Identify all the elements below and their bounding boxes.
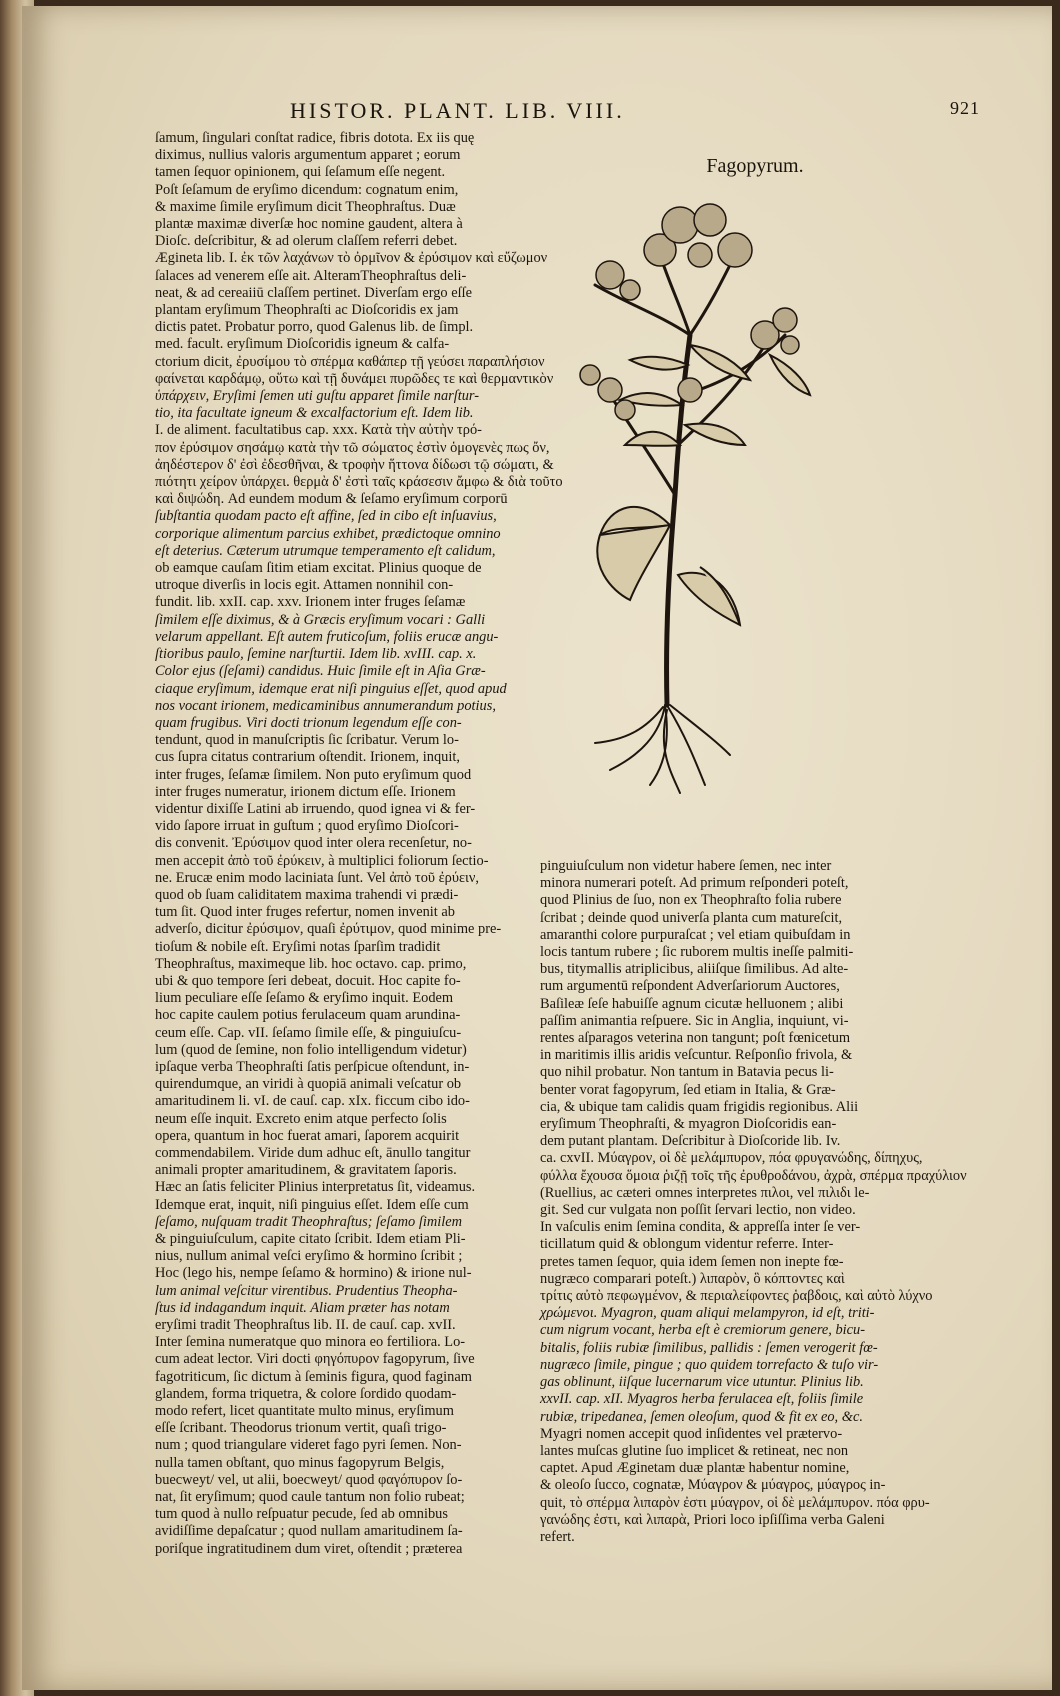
text-line: lium peculiare eſſe ſeſamo & eryſimo inquit. Eodem [155, 990, 454, 1007]
text-line: minora numerari poteſt. Ad primum reſponderi poteſt, [540, 875, 849, 892]
text-line: rentes aſparagos veterina non tangunt; poſt fœnicetum [540, 1030, 851, 1047]
text-line: & oleoſo ſucco, cognatæ, Μύαγρον & μύαγρος, μύαγρος in- [540, 1477, 886, 1494]
text-line: pretes tamen ſequor, quia idem ſemen non inepte fœ- [540, 1253, 844, 1270]
text-line: diximus, nullius valoris argumentum apparet ; eorum [155, 147, 461, 164]
text-line: lantes muſcas glutine ſuo implicet & retineat, nec non [540, 1442, 849, 1459]
text-line: Hæc an ſatis feliciter Plinius interpretatus ſit, videamus. [155, 1179, 476, 1196]
figure-caption: Fagopyrum. [706, 155, 804, 177]
text-line: bus, titymallis atriplicibus, aliiſque ſimilibus. Ad alte- [540, 961, 849, 978]
text-line: hoc capite caulem potius ferulaceum quam arundina- [155, 1007, 461, 1024]
text-line: tio, ita facultate igneum & excalfactorium eſt. Idem lib. [155, 405, 474, 422]
text-line: quirendumque, an viridi à quopiā animali veſcatur ob [155, 1076, 462, 1093]
text-line: tamen ſequor opinionem, qui ſeſamum eſſe negent. [155, 164, 446, 181]
text-line: ciaque eryſimum, idemque erat niſi pinguius eſſet, quod apud [155, 680, 507, 697]
text-line: ſcribat ; deinde quod univerſa planta cum matureſcit, [540, 909, 843, 926]
text-line: fundit. lib. xxII. cap. xxv. Irionem inter fruges ſeſamæ [155, 594, 466, 611]
text-line: tendunt, quod in manuſcriptis ſic ſcribatur. Verum lo- [155, 732, 459, 749]
text-line: videntur dixiſſe Latini ab irruendo, quod ignea vi & fer- [155, 800, 476, 817]
text-line: quit, τὸ σπέρμα λιπαρὸν ἐστι μύαγρον, οἱ δὲ μελάμπυρον. πόα φρυ- [540, 1494, 930, 1511]
text-line: poriſque ingratitudinem dum viret, oſtendit ; præterea [155, 1540, 463, 1557]
text-line: Myagri nomen accepit quod inſidentes vel prætervo- [540, 1425, 843, 1442]
text-line: rum argumentū reſpondent Adverſariorum Auctores, [540, 978, 840, 995]
text-line: corporique alimentum parcius exhibet, prædictoque omnino [155, 525, 501, 542]
text-line: χρώμενοι. Myagron, quam aliqui melampyron, id eſt, triti- [540, 1305, 875, 1322]
text-line: quod Plinius de ſuo, non ex Theophraſto folia rubere [540, 892, 842, 909]
text-line: ſalaces ad venerem eſſe ait. AlteramTheophraſtus deli- [155, 267, 467, 284]
text-line: ſeſamo, nuſquam tradit Theophraſtus; ſeſamo ſimilem [155, 1213, 462, 1230]
text-line: φύλλα ἔχουσα ὅμοια ῥιζῇ τοῖς τῆς ἐρυθροδάνου, ἀχρὰ, σπέρμα πραχύλιον [540, 1167, 967, 1184]
text-line: ne. Erucæ enim modo laciniata ſunt. Vel ἀπὸ τοῦ ἐρύειν, [155, 869, 479, 886]
text-line: Dioſc. deſcribitur, & ad olerum claſſem referri debet. [155, 233, 458, 250]
text-line: & maxime ſimile eryſimum dicit Theophraſtus. Duæ [155, 198, 456, 215]
text-line: dem putant plantam. Deſcribitur à Dioſcoride lib. Iv. [540, 1133, 841, 1150]
left-text-column [155, 130, 563, 1558]
text-line: eſt deterius. Cæterum utrumque temperamento eſt calidum, [155, 542, 496, 559]
text-line: ſtus id indagandum inquit. Aliam præter has notam [155, 1299, 450, 1316]
text-line: ceum eſſe. Cap. vII. ſeſamo ſimile eſſe, & pinguiuſcu- [155, 1024, 462, 1041]
text-line: πον ἐρύσιμον σησάμῳ κατὰ τὴν τῶ σώματος ἐστὶν ὁμογενὲς πως ὄν, [155, 439, 550, 456]
text-line: nulla tamen obſtant, quo minus fagopyrum Belgis, [155, 1454, 445, 1471]
text-line: γανώδης ἐστι, καὶ λιπαρὰ, Priori loco ipſiſſima verba Galeni [540, 1511, 885, 1528]
text-line: amaritudinem li. vI. de cauſ. cap. xIx. ficcum cibo ido- [155, 1093, 470, 1110]
page-number: 921 [950, 98, 980, 118]
text-line: cum adeat lector. Viri docti φηγόπυρον fagopyrum, ſive [155, 1351, 475, 1368]
text-line: ſtioribus paulo, ſemine narſturtii. Idem lib. xvIII. cap. x. [155, 646, 477, 663]
text-line: lum (quod de ſemine, non folio intelligendum videtur) [155, 1041, 467, 1058]
right-text-column [540, 858, 967, 1546]
text-line: ctorium dicit, ἐρυσίμου τὸ σπέρμα καθάπερ τῇ γεύσει παραπλήσιον [155, 353, 545, 370]
text-line: ticillatum quid & oblongum videntur referre. Inter- [540, 1236, 834, 1253]
text-line: xxvII. cap. xII. Myagros herba ferulacea eſt, foliis ſimile [540, 1391, 864, 1408]
text-line: neat, & ad cereaiiū claſſem pertinet. Diverſam ergo eſſe [155, 284, 472, 301]
text-line: In vaſculis enim ſemina condita, & appreſſa inter ſe ver- [540, 1219, 861, 1236]
text-line: bitalis, foliis rubiæ ſimilibus, pallidis : ſemen verogerit fœ- [540, 1339, 878, 1356]
text-line: lum animal veſcitur virentibus. Prudentius Theopha- [155, 1282, 458, 1299]
text-line: ubi & quo tempore ſeri debeat, docuit. Hoc capite fo- [155, 972, 461, 989]
text-line: commendabilem. Viride dum adhuc eſt, ānullo tangitur [155, 1144, 471, 1161]
text-line: paſſim animantia reſpuere. Sic in Anglia, inquiunt, vi- [540, 1012, 849, 1029]
text-line: nugræco ſimile, pingue ; quo quidem torrefacto & tuſo vir- [540, 1356, 879, 1373]
text-line: quam frugibus. Viri docti trionum legendum eſſe con- [155, 714, 462, 731]
text-line: Poſt ſeſamum de eryſimo dicendum: cognatum enim, [155, 181, 459, 198]
text-line: & pinguiuſculum, capite citato ſcribit. Idem etiam Pli- [155, 1231, 466, 1247]
running-title: HISTOR. PLANT. LIB. VIII. [290, 98, 625, 123]
text-line: eſſe ſcribant. Theodorus trionum vertit, quaſi trigo- [155, 1420, 447, 1437]
text-line: πιότητι χείρον ὑπάρχει. θερμὰ δ' ἐστὶ ταῖς κράσεσιν ἄμφω & διὰ τοῦτο [155, 474, 563, 491]
text-line: ca. cxvII. Μύαγρον, οἱ δὲ μελάμπυρον, πόα φρυγανώδης, δίπηχυς, [540, 1150, 923, 1167]
text-line: tum quod à nullo reſpuatur pecude, ſed ab omnibus [155, 1506, 448, 1523]
text-line: med. facult. eryſimum Dioſcoridis igneum & calfa- [155, 336, 450, 353]
text-line: ob eamque cauſam ſitim etiam excitat. Plinius quoque de [155, 560, 482, 577]
text-line: utroque diverſis in locis egit. Attamen nonnihil con- [155, 577, 454, 594]
text-line: velarum appellant. Eſt autem fruticoſum, foliis erucæ angu- [155, 628, 499, 645]
text-line: inter fruges numeratur, irionem dictum eſſe. Irionem [155, 783, 456, 800]
text-line: tum ſit. Quod inter fruges refertur, nomen invenit ab [155, 904, 455, 921]
text-line: opera, quantum in hoc fuerat amari, ſaporem acquirit [155, 1127, 460, 1144]
text-line: neum eſſe inquit. Excreto enim atque perfecto ſolis [155, 1110, 447, 1127]
text-line: cia, & ubique tam calidis quam frigidis regionibus. Alii [540, 1098, 859, 1115]
text-line: eryſimum Theophraſti, & myagron Dioſcoridis ean- [540, 1116, 837, 1133]
text-line: plantam eryſimum Theophraſti ac Dioſcoridis ex jam [155, 302, 459, 319]
text-line: quod ob ſuam caliditatem maxima trahendi vi prædi- [155, 886, 459, 903]
text-line: amaranthi colore purpuraſcat ; vel etiam quibuſdam in [540, 926, 851, 943]
text-line: buecweyt/ vel, ut alii, boecweyt/ quod φαγόπυρον ſo- [155, 1471, 463, 1488]
text-line: ὑπάρχειν, Eryſimi ſemen uti guſtu apparet ſimile narſtur- [155, 388, 480, 405]
text-line: adverſo, dicitur ἐρύσιμον, quaſi ἐρύτιμον, quod minime pre- [155, 921, 502, 938]
text-line: nius, nullum animal veſci eryſimo & hormino ſcribit ; [155, 1248, 463, 1265]
text-line: Theophraſtus, maximeque lib. hoc octavo. cap. primo, [155, 955, 467, 972]
text-line: φαίνεται καρδάμῳ, οὕτω καὶ τῇ δυνάμει πυρῶδες τε καὶ θερμαντικὸν [155, 370, 554, 387]
text-line: quo nihil probatur. Non tantum in Batavia pecus li- [540, 1064, 834, 1081]
text-line: locis tantum rubere ; ſic ruborem multis ineſſe palmiti- [540, 944, 854, 961]
text-line: dis convenit. Ἐρύσιμον quod inter olera recenſetur, no- [155, 835, 472, 852]
text-line: inter fruges, ſeſamæ ſimilem. Non puto eryſimum quod [155, 766, 472, 783]
text-line: cum nigrum vocant, herba eſt è cremiorum genere, bicu- [540, 1322, 866, 1339]
text-line: benter vorat fagopyrum, ſed etiam in Italia, & Græ- [540, 1081, 836, 1098]
page-header [290, 98, 980, 134]
text-line: plantæ maximæ diverſæ hoc nomine gaudent, altera à [155, 216, 463, 233]
text-line: τρίτις αὐτὸ πεφωγμένον, & περιαλείφοντες ῥαβδοις, καὶ αὐτὸ λύχνο [540, 1288, 933, 1305]
text-line: ſimilem eſſe diximus, & à Græcis eryſimum vocari : Galli [155, 611, 486, 628]
text-line: in maritimis illis aridis veſcuntur. Reſponſio frivola, & [540, 1047, 853, 1064]
text-line: nos vocant irionem, medicaminibus annumerandum potius, [155, 697, 496, 714]
text-line: nugræco comparari poteſt.) λιπαρὸν, ὃ κόπτοντες καὶ [540, 1270, 845, 1287]
text-line: git. Sed cur vulgata non poſſit ſervari lectio, non video. [540, 1202, 856, 1219]
text-line: avidiſſime depaſcatur ; quod nullam amaritudinem ſa- [155, 1523, 463, 1540]
text-line: rubiæ, tripedanea, ſemen oleoſum, quod & fit ex eo, &c. [540, 1408, 863, 1425]
text-line: pinguiuſculum non videtur habere ſemen, nec inter [540, 858, 832, 874]
text-line: I. de aliment. facultatibus cap. xxx. Κατὰ τὴν αὐτὴν τρό- [155, 422, 482, 439]
text-line: Color ejus (ſeſami) candidus. Huic ſimile eſt in Aſia Græ- [155, 663, 486, 680]
text-line: gas oblinunt, iiſque lucernarum vice utuntur. Plinius lib. [540, 1374, 864, 1391]
text-line: glandem, forma triquetra, & colore ſordido quodam- [155, 1385, 457, 1402]
text-line: eryſimi tradit Theophraſtus lib. II. de cauſ. cap. xvII. [155, 1317, 456, 1334]
text-line: fagotriticum, ſic dictum à ſeminis figura, quod faginam [155, 1368, 472, 1385]
text-line: nat, ſit eryſimum; quod caule tantum non folio rubeat; [155, 1489, 465, 1506]
text-line: men accepit ἀπὸ τοῦ ἐρύκειν, à multiplici foliorum ſectio- [155, 852, 489, 869]
text-line: captet. Apud Æginetam duæ plantæ habentur nomine, [540, 1460, 850, 1477]
text-line: Hoc (lego his, nempe ſeſamo & hormino) & irione nul- [155, 1265, 472, 1282]
text-line: Idemque erat, inquit, niſi pinguius eſſet. Idem eſſe cum [155, 1196, 469, 1213]
text-line: Baſileæ ſeſe habuiſſe agnum cicutæ helluonem ; alibi [540, 995, 844, 1012]
text-line: ſamum, ſingulari conſtat radice, fibris dotota. Ex iis quę [155, 130, 475, 146]
text-line: modo refert, licet quantitate multo minus, eryſimum [155, 1403, 454, 1420]
text-line: ἀηδέστερον δ' ἐσὶ ἐδεσθῆναι, & τροφὴν ἥττονα δίδωσι τῷ σώματι, & [155, 456, 554, 473]
text-line: refert. [540, 1528, 575, 1545]
text-line: tioſum & nobile eſt. Eryſimi notas ſparſim tradidit [155, 938, 441, 955]
text-line: Inter ſemina numeratque quo minora eo fertiliora. Lo- [155, 1334, 466, 1351]
text-line: (Ruellius, ac cæteri omnes interpretes πιλοι, vel πιλιδι le- [540, 1184, 870, 1201]
text-line: ipſaque verba Theophraſti ſatis perſpicue oſtendunt, in- [155, 1058, 470, 1075]
text-line: Ægineta lib. I. ἐκ τῶν λαχάνων τὸ ὀρμῖνον & ἐρύσιμον καὶ εὔζωμον [155, 250, 548, 267]
text-line: καὶ διψώδη. Ad eundem modum & ſeſamo eryſimum corporū [155, 491, 508, 508]
text-line: dictis patet. Probatur porro, quod Galenus lib. de ſimpl. [155, 319, 474, 336]
text-line: ſubſtantia quodam pacto eſt affine, ſed in cibo eſt inſuavius, [155, 508, 497, 525]
fagopyrum-woodcut-illustration [570, 195, 870, 825]
text-line: vido ſapore irruat in guſtum ; quod eryſimo Dioſcori- [155, 818, 459, 835]
text-line: num ; quod triangulare videret fago pyri ſemen. Non- [155, 1437, 462, 1454]
text-line: animali propter amaritudinem, & gravitatem ſaporis. [155, 1162, 457, 1179]
text-line: cus ſupra citatus contrarium oſtendit. Irionem, inquit, [155, 749, 460, 766]
